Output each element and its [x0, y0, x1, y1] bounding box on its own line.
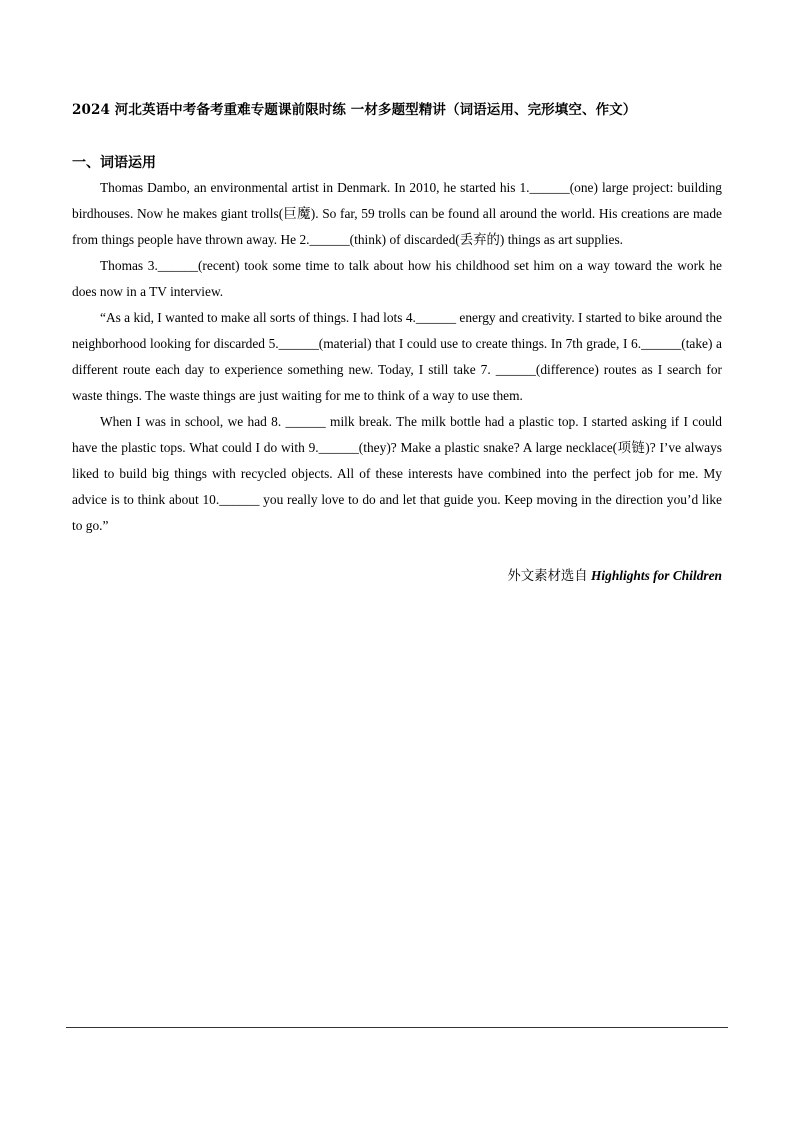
document-title: 2024 河北英语中考备考重难专题课前限时练 一材多题型精讲（词语运用、完形填空、作文） — [72, 102, 637, 118]
source-title: Highlights for Children — [591, 568, 722, 583]
passage-paragraph-4: When I was in school, we had 8. ______ milk break. The milk bottle had a plastic top. I started asking if I could have the plastic tops. What could I do with 9.______(they)? Make a plastic snake? A large necklace(项链)? I’ve always liked to build big things with recycled objects. All of these interests have combined into the perfect job for me. My advice is to think about 10.______ you really love to do and let that guide you. Keep moving in the direction you’d like to go.” — [72, 414, 722, 533]
footer-divider — [66, 1027, 728, 1028]
passage-paragraph-1: Thomas Dambo, an environmental artist in Denmark. In 2010, he started his 1.______(one) large project: building birdhouses. Now he makes giant trolls(巨魔). So far, 59 trolls can be found all around the world. His creations are made from things people have thrown away. He 2.______(think) of discarded(丢弃的) things as art supplies. — [72, 180, 722, 247]
passage-paragraph-2: Thomas 3.______(recent) took some time to talk about how his childhood set him on a way toward the work he does now in a TV interview. — [72, 258, 722, 299]
passage-paragraph-3: “As a kid, I wanted to make all sorts of things. I had lots 4.______ energy and creativity. I started to bike around the neighborhood looking for discarded 5.______(material) that I could use to create things. In 7th grade, I 6.______(take) a different route each day to experience something new. Today, I still take 7. ______(difference) routes as I search for waste things. The waste things are just waiting for me to think of a way to use them. — [72, 310, 722, 403]
passage-body — [72, 175, 722, 539]
source-prefix: 外文素材选自 — [507, 568, 592, 583]
section-heading: 一、词语运用 — [72, 155, 156, 171]
source-attribution — [507, 565, 722, 584]
